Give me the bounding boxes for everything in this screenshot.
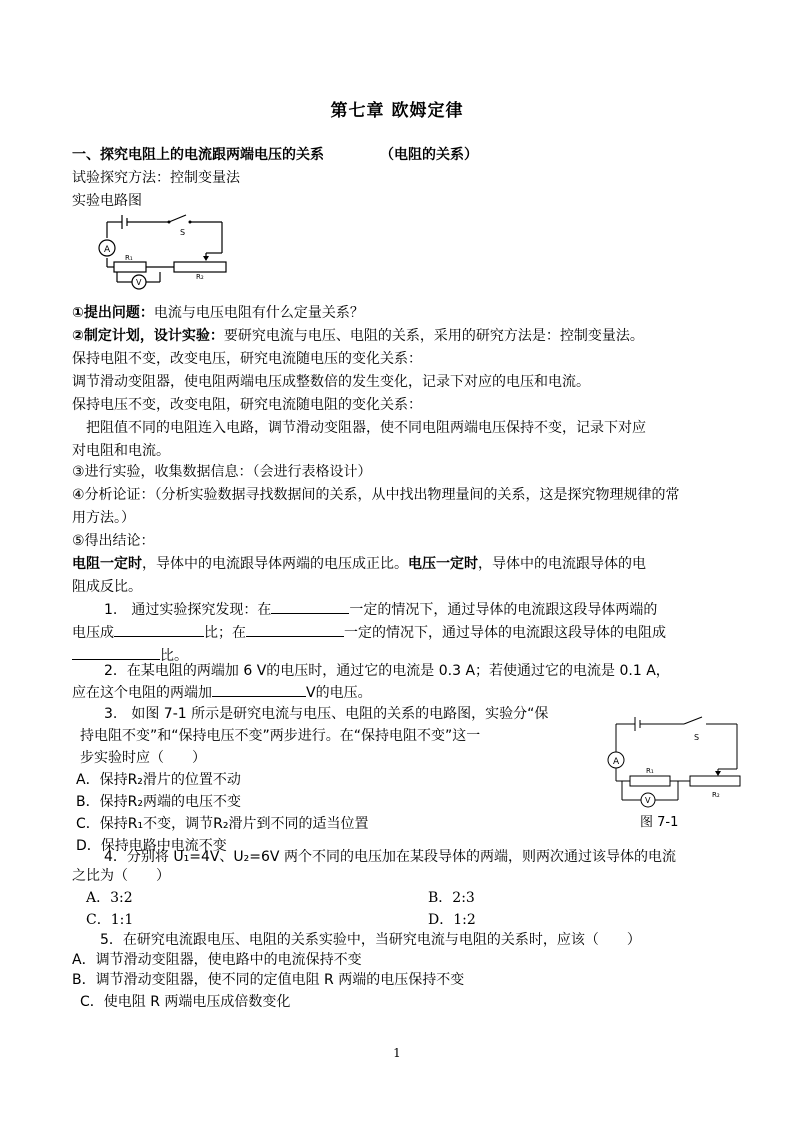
q1-text-f: 比。	[160, 648, 188, 664]
q5-option-a[interactable]: A．调节滑动变阻器，使电路中的电流保持不变	[72, 952, 362, 968]
conclusion-line1	[72, 554, 646, 574]
step5: ⑤得出结论：	[72, 533, 155, 549]
step3: ③进行实验，收集数据信息：（会进行表格设计）	[72, 464, 372, 480]
q1-text-c: 电压成	[72, 625, 114, 641]
q3-option-d[interactable]: D．保持电路中电流不变	[76, 838, 227, 854]
q1-blank-1[interactable]	[271, 599, 349, 614]
q4-option-d[interactable]: D．1:2	[428, 912, 476, 928]
conclusion-text-2: ，导体中的电流跟导体的电	[478, 556, 646, 572]
fig-resistor-r1-label: R₁	[646, 767, 654, 775]
step4-line2: 用方法。）	[72, 510, 135, 526]
step2-c: 保持电压不变，改变电阻，研究电流随电阻的变化关系：	[72, 397, 422, 413]
q1-blank-3[interactable]	[246, 622, 344, 637]
q2-text-b: 应在这个电阻的两端加	[72, 685, 212, 701]
voltmeter-label: V	[136, 278, 142, 287]
q1-line1	[104, 599, 657, 620]
step1	[72, 303, 364, 323]
method-line: 试验探究方法：控制变量法	[72, 170, 240, 186]
fig-ammeter-label: A	[613, 757, 620, 767]
q4-option-b[interactable]: B．2:3	[428, 890, 475, 906]
step1-text: 电流与电压电阻有什么定量关系？	[153, 305, 364, 321]
q4-option-c[interactable]: C．1:1	[86, 912, 134, 928]
q2-line2	[72, 682, 372, 703]
circuit-diagram-small	[94, 210, 234, 290]
q5-option-b[interactable]: B．调节滑动变阻器，使不同的定值电阻 R 两端的电压保持不变	[72, 972, 465, 988]
q2-text-c: V的电压。	[306, 685, 372, 701]
ammeter-label: A	[104, 245, 111, 255]
conclusion-bold-1: 电阻一定时	[72, 556, 142, 572]
q1-text-a: 1. 通过实验探究发现：在	[104, 602, 272, 618]
q5-line1: 5．在研究电流跟电压、电阻的关系实验中，当研究电流与电阻的关系时，应该（ ）	[100, 932, 641, 948]
fig-rheostat-r2-label: R₂	[712, 791, 720, 799]
fig-voltmeter-label: V	[645, 796, 651, 805]
switch-blade	[169, 215, 186, 222]
step2-a: 保持电阻不变，改变电压，研究电流随电压的变化关系：	[72, 351, 422, 367]
page-number: 1	[393, 1046, 401, 1060]
rheostat-r2	[174, 262, 226, 272]
q2-blank[interactable]	[212, 682, 306, 697]
q3-option-a[interactable]: A．保持R₂滑片的位置不动	[76, 772, 241, 788]
q3-option-b[interactable]: B．保持R₂两端的电压不变	[76, 794, 241, 810]
q1-text-e: 一定的情况下，通过导体的电流跟这段导体的电阻成	[344, 625, 666, 641]
q3-option-c[interactable]: C．保持R₁不变，调节R₂滑片到不同的适当位置	[76, 816, 369, 832]
q5-option-c[interactable]: C．使电阻 R 两端电压成倍数变化	[80, 994, 291, 1010]
circuit-diagram-fig7-1	[602, 714, 752, 814]
section-heading-text: 一、探究电阻上的电流跟两端电压的关系	[72, 147, 324, 163]
rheostat-r2-label: R₂	[196, 273, 204, 281]
conclusion-text-1: ，导体中的电流跟导体两端的电压成正比。	[142, 556, 408, 572]
step1-label: ①提出问题：	[72, 305, 154, 321]
q1-line2	[72, 622, 666, 643]
step2	[72, 326, 644, 346]
q1-blank-4[interactable]	[72, 645, 160, 660]
q3-line1: 3. 如图 7-1 所示是研究电流与电压、电阻的关系的电路图，实验分“保	[104, 706, 549, 722]
switch-label: S	[180, 228, 186, 237]
q4-line2: 之比为（ ）	[72, 868, 170, 884]
conclusion-line2: 阻成反比。	[72, 579, 142, 595]
fig-switch-label: S	[694, 733, 700, 742]
step2-d1: 把阻值不同的电阻连入电路，调节滑动变阻器，使不同电阻两端电压保持不变，记录下对应	[86, 420, 646, 436]
q4-line1: 4．分别将 U₁=4V、U₂=6V 两个不同的电压加在某段导体的两端，则两次通过该导体的电流	[104, 849, 676, 865]
q3-line3: 步实验时应（ ）	[80, 750, 206, 766]
circuit-label: 实验电路图	[72, 193, 142, 209]
step4-line1: ④分析论证：（分析实验数据寻找数据间的关系，从中找出物理量间的关系，这是探究物理规律的常	[72, 487, 680, 503]
section-heading-note: （电阻的关系）	[380, 147, 478, 163]
resistor-r1-label: R₁	[125, 254, 133, 262]
step2-text: 要研究电流与电压、电阻的关系，采用的研究方法是：控制变量法。	[223, 328, 644, 344]
q1-text-d: 比；在	[204, 625, 246, 641]
section-heading	[72, 145, 478, 165]
figure-caption: 图 7-1	[640, 815, 679, 830]
step2-b: 调节滑动变阻器，使电阻两端电压成整数倍的发生变化，记录下对应的电压和电流。	[72, 374, 590, 390]
q1-blank-2[interactable]	[114, 622, 204, 637]
conclusion-bold-2: 电压一定时	[408, 556, 478, 572]
step2-d2: 对电阻和电流。	[72, 443, 170, 459]
resistor-r1	[114, 262, 146, 272]
q3-line2: 持电阻不变”和“保持电压不变”两步进行。在“保持电阻不变”这一	[80, 728, 481, 744]
q1-text-b: 一定的情况下，通过导体的电流跟这段导体两端的	[349, 602, 658, 618]
q4-option-a[interactable]: A．3:2	[86, 890, 133, 906]
q2-line1: 2．在某电阻的两端加 6 V的电压时，通过它的电流是 0.3 A；若使通过它的电流是 0.1 A，	[104, 663, 670, 679]
step2-label: ②制定计划，设计实验：	[72, 328, 224, 344]
page-title: 第七章 欧姆定律	[330, 101, 464, 121]
